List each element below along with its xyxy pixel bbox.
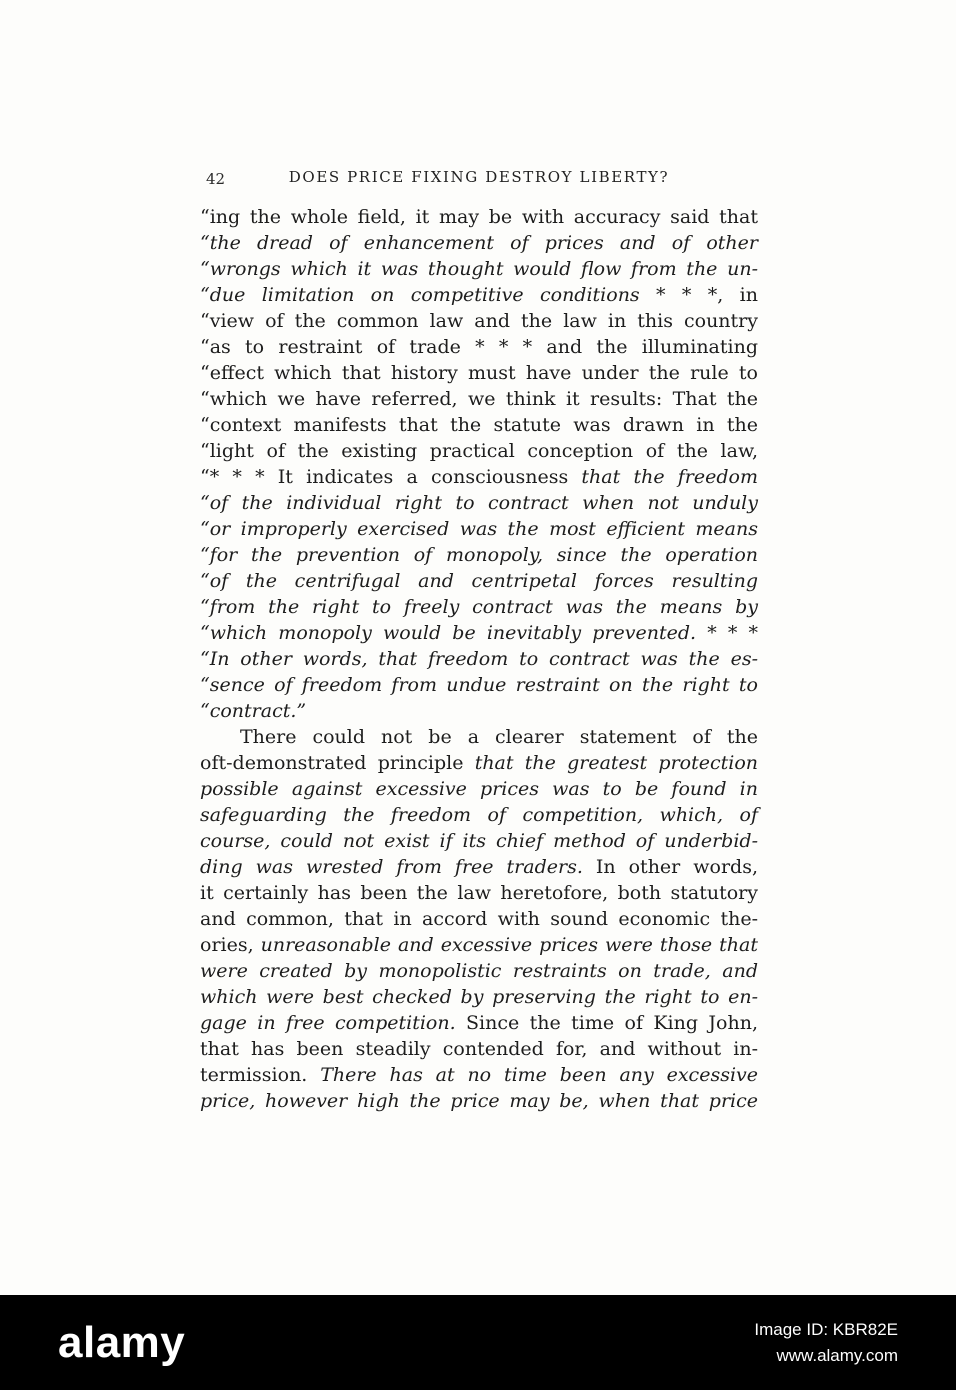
text-line: There could not be a clearer statement of the <box>240 726 758 748</box>
text-line: “as to restraint of trade * * * and the illuminating <box>200 336 758 358</box>
paragraph <box>200 204 758 724</box>
text-line: gage in free competition. Since the time of King John, <box>200 1012 758 1034</box>
watermark-footer <box>0 1295 956 1390</box>
text-line: it certainly has been the law heretofore, both statutory <box>200 882 758 904</box>
text-line: were created by monopolistic restraints on trade, and <box>200 960 758 982</box>
text-line: “effect which that history must have under the rule to <box>200 362 758 384</box>
text-line: ding was wrested from free traders. In other words, <box>200 856 758 878</box>
footer-meta <box>754 1317 898 1369</box>
text-line: “for the prevention of monopoly, since the operation <box>200 544 758 566</box>
page-text-block <box>200 168 758 1114</box>
text-line: “the dread of enhancement of prices and of other <box>200 232 758 254</box>
text-line: price, however high the price may be, when that price <box>200 1090 758 1112</box>
text-line: “context manifests that the statute was drawn in the <box>200 414 758 436</box>
paragraph <box>200 724 758 1114</box>
text-line: which were best checked by preserving the right to en- <box>200 986 758 1008</box>
image-id: Image ID: KBR82E <box>754 1319 898 1339</box>
text-line: “ing the whole field, it may be with accuracy said that <box>200 206 758 228</box>
text-line: possible against excessive prices was to be found in <box>200 778 758 800</box>
text-line: “of the individual right to contract when not unduly <box>200 492 758 514</box>
text-line: “contract.” <box>200 700 307 722</box>
text-line: and common, that in accord with sound economic the- <box>200 908 758 930</box>
text-line: “view of the common law and the law in this country <box>200 310 758 332</box>
page-number: 42 <box>206 170 226 188</box>
text-line: ories, unreasonable and excessive prices were those that <box>200 934 758 956</box>
text-line: “from the right to freely contract was the means by <box>200 596 758 618</box>
text-line: “wrongs which it was thought would flow from the un- <box>200 258 758 280</box>
text-line: “In other words, that freedom to contract was the es- <box>200 648 758 670</box>
text-line: “which monopoly would be inevitably prevented. * * * <box>200 622 758 644</box>
text-line: course, could not exist if its chief method of underbid- <box>200 830 758 852</box>
text-line: “which we have referred, we think it results: That the <box>200 388 758 410</box>
running-head: DOES PRICE FIXING DESTROY LIBERTY? <box>288 168 670 186</box>
text-line: safeguarding the freedom of competition, which, of <box>200 804 758 826</box>
alamy-logo: alamy <box>58 1317 186 1367</box>
text-line: “light of the existing practical conception of the law, <box>200 440 758 462</box>
text-line: “or improperly exercised was the most efficient means <box>200 518 758 540</box>
text-line: termission. There has at no time been any excessive <box>200 1064 758 1086</box>
text-line: “due limitation on competitive conditions * * *, in <box>200 284 758 306</box>
text-line: that has been steadily contended for, and without in- <box>200 1038 758 1060</box>
text-line: “* * * It indicates a consciousness that the freedom <box>200 466 758 488</box>
text-line: “sence of freedom from undue restraint on the right to <box>200 674 758 696</box>
website-url: www.alamy.com <box>776 1345 898 1365</box>
text-line: oft-demonstrated principle that the greatest protection <box>200 752 758 774</box>
text-line: “of the centrifugal and centripetal forces resulting <box>200 570 758 592</box>
page-header <box>200 168 758 192</box>
body-text <box>200 204 758 1114</box>
